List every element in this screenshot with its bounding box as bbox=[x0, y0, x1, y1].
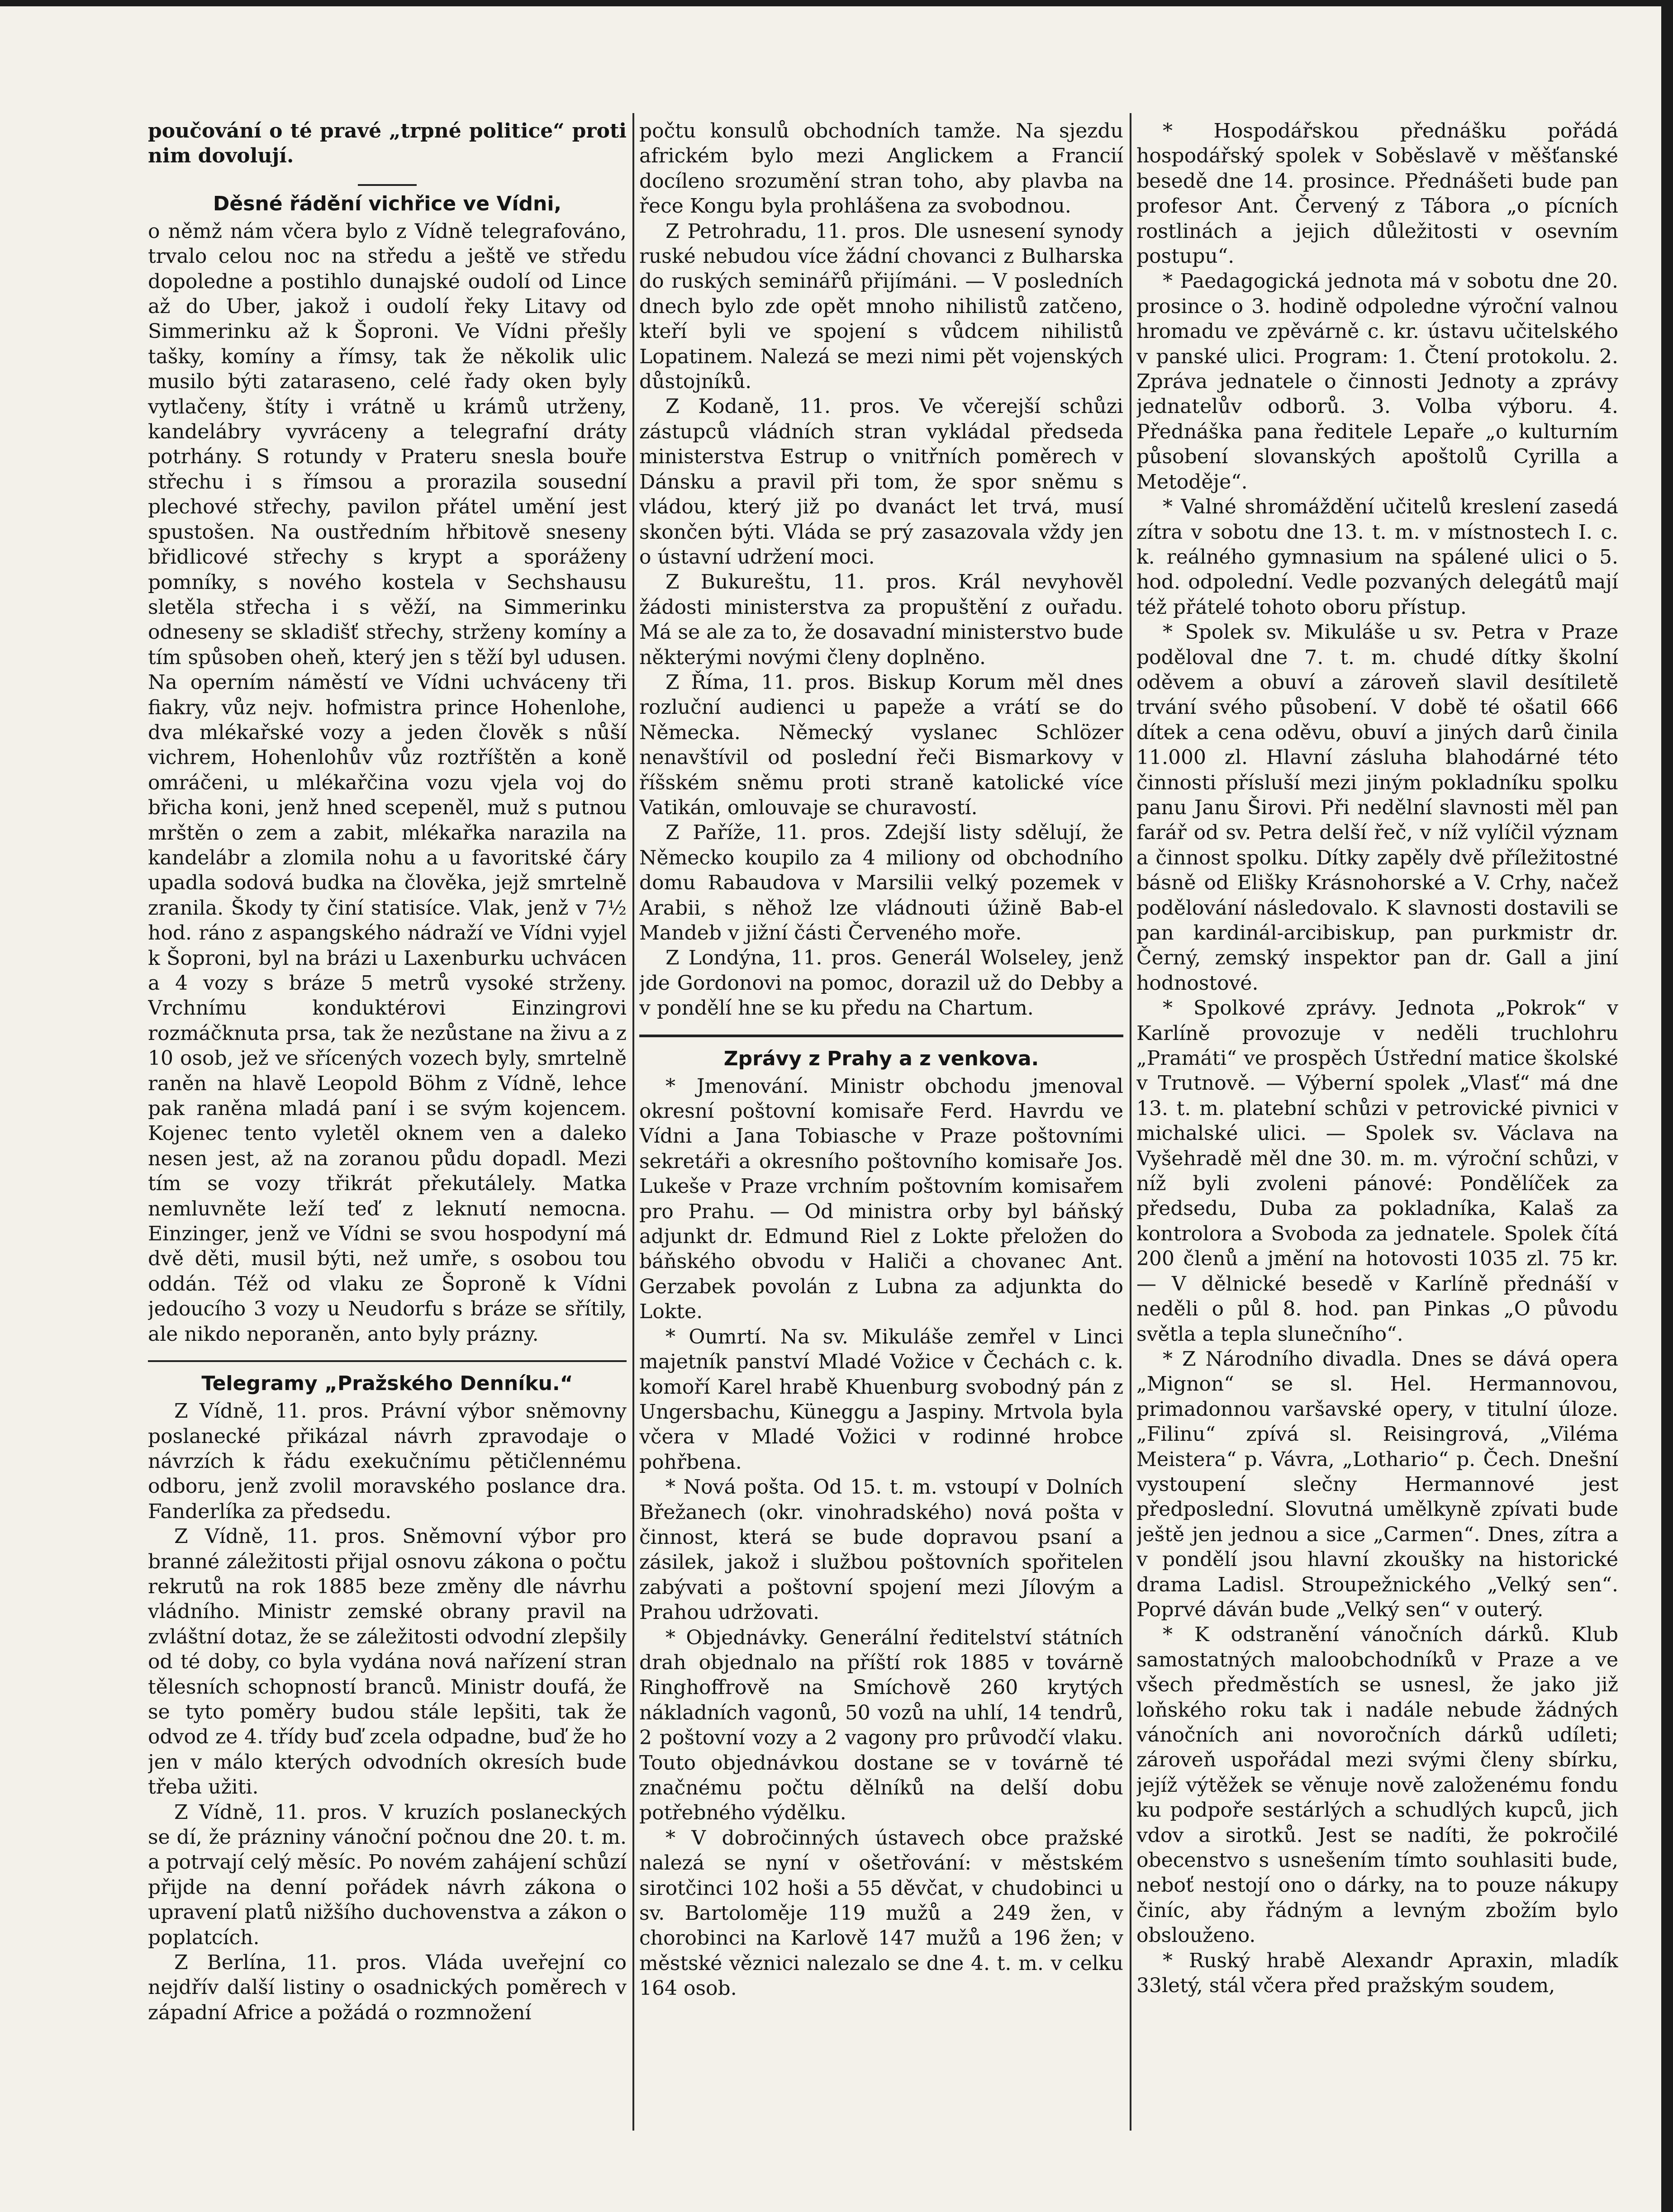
telegram-berlin-continuation: počtu konsulů obchodních tamže. Na sjezdu africkém bylo mezi Anglickem a Francií docíleno srozumění stran toho, aby plavba na řece Kongu byla prohlášena za svobodnou. bbox=[639, 119, 1123, 218]
news-appointments: * Jmenování. Ministr obchodu jmenoval okresní poštovní komisaře Ferd. Havrdu ve Vídni a Jana Tobiasche v Praze poštovními sekretáři a okresního poštovního komisaře Jos. Lukeše v Praze vrchním poštovním komisařem pro Prahu. — Od ministra orby byl báňský adjunkt dr. Edmund Riel z Lokte přeložen do báňského obvodu v Haliči a chovanec Ant. Gerzabek povolán z Lubna za adjunkta do Lokte. bbox=[639, 1074, 1123, 1324]
section-headline-prague-news: Zprávy z Prahy a z venkova. bbox=[723, 1047, 1039, 1070]
news-new-post-office: * Nová pošta. Od 15. t. m. vstoupí v Dolních Břežanech (okr. vinohradského) nová pošta v činnost, která se bude dopravou psaní a zásilek, jakož i službou poštovních spořitelen zabývati a poštovní spojení mezi Jílovým a Prahou udržovati. bbox=[639, 1476, 1123, 1624]
telegram-paris: Z Paříže, 11. pros. Zdejší listy sdělují, že Německo koupilo za 4 miliony od obchodního domu Rabaudova v Marsilii velký pozemek v Arabii, s něhož lze vládnouti úžině Bab-el Mandeb v jižní části Červeného moře. bbox=[639, 821, 1123, 945]
telegram-petersburg: Z Petrohradu, 11. pros. Dle usnesení synody ruské nebudou více žádní chovanci z Bulharska do ruských seminářů přijímáni. — V posledních dnech bylo zde opět mnoho nihilistů zatčeno, kteří byli ve spojení s vůdcem nihilistů Lopatinem. Nalezá se mezi nimi pět vojenských důstojníků. bbox=[639, 219, 1123, 394]
news-christmas-gifts: * K odstranění vánočních dárků. Klub samostatných maloobchodníků v Praze a ve všech předměstích se usnesl, že jako již loňského roku tak i nadále nebude žádných vánočních ani novoročních dárků udíleti; zároveň uspořádal mezi svými členy sbírku, jejíž výtěžek se věnuje nově založenému fondu ku podpoře sestárlých a schudlých kupců, jich vdov a sirotků. Jest se nadíti, že pokročilé obecenstvo s usnešením tímto souhlasiti bude, neboť nestojí ono o dárky, na to pouze nákupy činíc, aby řádným a levným zbožím bylo obslouženo. bbox=[1136, 1623, 1618, 1947]
column-1-continuation: poučování o té pravé „trpné politice“ proti nim dovolují. bbox=[148, 119, 627, 168]
news-pedagogical-union: * Paedagogická jednota má v sobotu dne 20. prosince o 3. hodině odpoledne výroční valnou hromadu ve zpěvárně c. kr. ústavu učitelského v panské ulici. Program: 1. Čtení protokolu. 2. Zpráva jednatele o činnosti Jednoty a zprávy jednatelův odborů. 3. Volba výboru. 4. Přednáška pana ředitele Lepaře „o kulturním působení slovanských apoštolů Cyrilla a Metoděje“. bbox=[1136, 270, 1618, 494]
telegram-london: Z Londýna, 11. pros. Generál Wolseley, jenž jde Gordonovi na pomoc, dorazil už do Debby a v pondělí hne se ku předu na Chartum. bbox=[639, 946, 1123, 1020]
section-headline-telegrams: Telegramy „Pražského Denníku.“ bbox=[201, 1372, 573, 1396]
section-rule bbox=[639, 1035, 1123, 1037]
column-1 bbox=[148, 119, 627, 2141]
telegram-vienna-2: Z Vídně, 11. pros. Sněmovní výbor pro branné záležitosti přijal osnovu zákona o počtu rekrutů na rok 1885 beze změny dle návrhu vládního. Ministr zemské obrany pravil na zvláštní dotaz, že se záležitosti odvodní zlepšily od té doby, co byla vydána nová nařízení stran tělesních schopností branců. Ministr doufá, že se tyto poměry budou stále lepšiti, tak že odvod ze 4. třídy buď zcela odpadne, buď že ho jen v málo kterých odvodních okresích bude třeba užiti. bbox=[148, 1525, 627, 1799]
news-orders: * Objednávky. Generální ředitelství státních drah objednalo na příští rok 1885 v továrně Ringhoffrově na Smíchově 260 krytých nákladních vagonů, 50 vozů na uhlí, 14 tendrů, 2 poštovní vozy a 2 vagony pro průvodčí vlaku. Touto objednávkou dostane se v továrně té značnému počtu dělníků na delší dobu potřebného výdělku. bbox=[639, 1626, 1123, 1825]
column-divider-1 bbox=[632, 113, 634, 2131]
column-2 bbox=[639, 119, 1123, 2141]
news-drawing-teachers: * Valné shromáždění učitelů kreslení zasedá zítra v sobotu dne 13. t. m. v místnostech I. c. k. reálného gymnasium na spálené ulici o 5. hod. odpolední. Vedle pozvaných delegátů mají též přátelé tohoto oboru přístup. bbox=[1136, 495, 1618, 619]
article-headline-storm-vienna: Děsné řádění vichřice ve Vídni, bbox=[213, 192, 562, 215]
telegram-bucharest: Z Bukureštu, 11. pros. Král nevyhověl žádosti ministerstva za propuštění z ouřadu. Má se ale za to, že dosavadní ministerstvo bude některými novými členy doplněno. bbox=[639, 570, 1123, 669]
section-rule bbox=[358, 184, 417, 186]
news-count-apraxin: * Ruský hrabě Alexandr Apraxin, mladík 33letý, stál včera před pražským soudem, bbox=[1136, 1949, 1618, 1998]
news-charitable-institutions: * V dobročinných ústavech obce pražské nalezá se nyní v ošetřování: v městském sirotčinci 102 hoši a 55 děvčat, v chudobinci u sv. Bartoloměje 119 mužů a 249 žen, v chorobinci na Karlově 147 mužů a 196 žen; v městské věznici nalezalo se dne 4. t. m. v celku 164 osob. bbox=[639, 1826, 1123, 2000]
column-3 bbox=[1136, 119, 1618, 2141]
news-agricultural-lecture: * Hospodářskou přednášku pořádá hospodářský spolek v Soběslavě v měšťanské besedě dne 14. prosince. Přednášeti bude pan profesor Ant. Červený z Tábora „o pícních rostlinách a jejich důležitosti v osevním postupu“. bbox=[1136, 119, 1618, 268]
column-divider-2 bbox=[1130, 113, 1131, 2131]
section-rule bbox=[148, 1360, 627, 1362]
news-deaths: * Oumrtí. Na sv. Mikuláše zemřel v Linci majetník panství Mladé Vožice v Čechách c. k. komoří Karel hrabě Khuenburg svobodný pán z Ungersbachu, Küneggu a Jaspiny. Mrtvola byla včera v Mladé Vožici v rodinné hrobce pohřbena. bbox=[639, 1325, 1123, 1474]
scan-top-border bbox=[0, 0, 1673, 6]
article-body-storm-vienna: o němž nám včera bylo z Vídně telegrafováno, trvalo celou noc na středu a ještě ve středu dopoledne a postihlo dunajské oudolí od Lince až do Uber, jakož i oudolí řeky Litavy od Simmerinku až k Šoproni. Ve Vídni přešly tašky, komíny a římsy, tak že několik ulic musilo býti zataraseno, celé řady oken byly vytlačeny, štíty i vrátně u krámů utrženy, kandelábry vyvráceny a telegrafní dráty potrhány. S rotundy v Prateru snesla bouře střechu i s římsou a prorazila sousední plechové střechy, pavilon přátel umění jest spustošen. Na oustředním hřbitově sneseny břidlicové střechy s krypt a sporáženy pomníky, s nového kostela v Sechshausu sletěla střecha i s věží, na Simmerinku odneseny se skladišť střechy, strženy komíny a tím spůsoben oheň, který jen s těží byl udusen. Na operním náměstí ve Vídni uchváceny tři fiakry, vůz nejv. hofmistra prince Hohenlohe, dva mlékařské vozy a jeden člověk s nůší vichrem, Hohenlohův vůz roztříštěn a koně omráčeni, u mlékařčina vozu vjela voj do břicha koni, jenž hned scepeněl, muž s putnou mrštěn o zem a zabit, mlékařka narazila na kandelábr a zlomila nohu a u favoritské čáry upadla sodová budka na člověka, jejž smrtelně zranila. Škody ty činí statisíce. Vlak, jenž v 7½ hod. ráno z aspangského nádraží ve Vídni vyjel k Šoproni, byl na brázi u Laxenburku uchvácen a 4 vozy s bráze 5 metrů vysoké strženy. Vrchnímu konduktérovi Einzingrovi rozmáčknuta prsa, tak že nezůstane na živu a z 10 osob, jež ve sřícených vozech byly, smrtelně raněn na hlavě Leopold Böhm z Vídně, lehce pak raněna mladá paní i se svým kojencem. Kojenec tento vyletěl oknem ven a daleko nesen jest, až na zoranou půdu dopadl. Mezi tím se vozy třikrát překutálely. Matka nemluvněte leží teď z leknutí nemocna. Einzinger, jenž ve Vídni se svou hospodyní má dvě děti, musil býti, než umře, s osobou tou oddán. Též od vlaku ze Šoproně k Vídni jedoucího 3 vozy u Neudorfu s bráze se sřítily, ale nikdo neporaněn, anto byly prázny. bbox=[148, 219, 627, 1346]
scan-right-border bbox=[1661, 0, 1673, 2212]
telegram-vienna-1: Z Vídně, 11. pros. Právní výbor sněmovny poslanecké přikázal návrh zpravodaje o návrzích k řádu exekučnímu pětičlennému odboru, jenž zvolil moravského poslance dra. Fanderlíka za předsedu. bbox=[148, 1400, 627, 1523]
telegram-rome: Z Říma, 11. pros. Biskup Korum měl dnes rozluční audienci u papeže a vrátí se do Německa. Německý vyslanec Schlözer nenavštívil od poslední řeči Bismarkovy v říšském sněmu proti straně katolické více Vatikán, omlouvaje se churavostí. bbox=[639, 670, 1123, 819]
telegram-vienna-3: Z Vídně, 11. pros. V kruzích poslaneckých se dí, že prázniny vánoční počnou dne 20. t. m. a potrvají celý měsíc. Po novém zahájení schůzí přijde na denní pořádek návrh zákona o upravení platů nižšího duchovenstva a zákon o poplatcích. bbox=[148, 1800, 627, 1949]
telegram-copenhagen: Z Kodaně, 11. pros. Ve včerejší schůzi zástupců vládních stran vykládal předseda ministerstva Estrup o vnitřních poměrech v Dánsku a pravil při tom, že spor sněmu s vládou, který již po dvanáct let trvá, musí skončen býti. Vláda se prý zasazovala vždy jen o ústavní udržení moci. bbox=[639, 395, 1123, 569]
news-national-theatre: * Z Národního divadla. Dnes se dává opera „Mignon“ se sl. Hel. Hermannovou, primadonnou varšavské opery, v titulní úloze. „Filinu“ zpívá sl. Reisingrová, „Viléma Meistera“ p. Vávra, „Lothario“ p. Čech. Dnešní vystoupení slečny Hermannové jest předposlední. Slovutná umělkyně zpívati bude ještě jen jednou a sice „Carmen“. Dnes, zítra a v pondělí jsou hlavní zkoušky na historické drama Ladisl. Stroupežnického „Velký sen“. Poprvé dáván bude „Velký sen“ v outerý. bbox=[1136, 1347, 1618, 1621]
news-society-reports: * Spolkové zprávy. Jednota „Pokrok“ v Karlíně provozuje v neděli truchlohru „Pramáti“ ve prospěch Ústřední matice školské v Trutnově. — Výberní spolek „Vlasť“ má dne 13. t. m. platební schůzi v petrovické pivnici v michalské ulici. — Spolek sv. Václava na Vyšehradě měl dne 30. m. m. výroční schůzi, v níž byli zvoleni pánové: Pondělíček za předsedu, Duba za pokladníka, Kalaš za kontrolora a Svoboda za jednatele. Spolek čítá 200 členů a jmění na hotovosti 1035 zl. 75 kr. — V dělnické besedě v Karlíně přednáší v neděli o půl 8. hod. pan Pinkas „O původu světla a tepla slunečního“. bbox=[1136, 997, 1618, 1346]
telegram-berlin: Z Berlína, 11. pros. Vláda uveřejní co nejdřív další listiny o osadnických poměrech v západní Africe a požádá o rozmnožení bbox=[148, 1951, 627, 2024]
news-st-nicholas-society: * Spolek sv. Mikuláše u sv. Petra v Praze poděloval dne 7. t. m. chudé dítky školní oděvem a obuví a zároveň slavil desítiletě trvání svého působení. V době té ošatil 666 dítek a cena oděvu, obuví a jiných darů činila 11.000 zl. Hlavní zásluha blahodárné této činnosti přísluší mezi jiným pokladníku spolku panu Janu Širovi. Při nedělní slavnosti měl pan farář od sv. Petra delší řeč, v níž vylíčil význam a činnost spolku. Dítky zapěly dvě příležitostné básně od Elišky Krásnohorské a V. Crhy, načež podělování následovalo. K slavnosti dostavili se pan kardinál-arcibiskup, pan purkmistr dr. Černý, zemský inspektor pan dr. Gall a jiní hodnostové. bbox=[1136, 621, 1618, 995]
